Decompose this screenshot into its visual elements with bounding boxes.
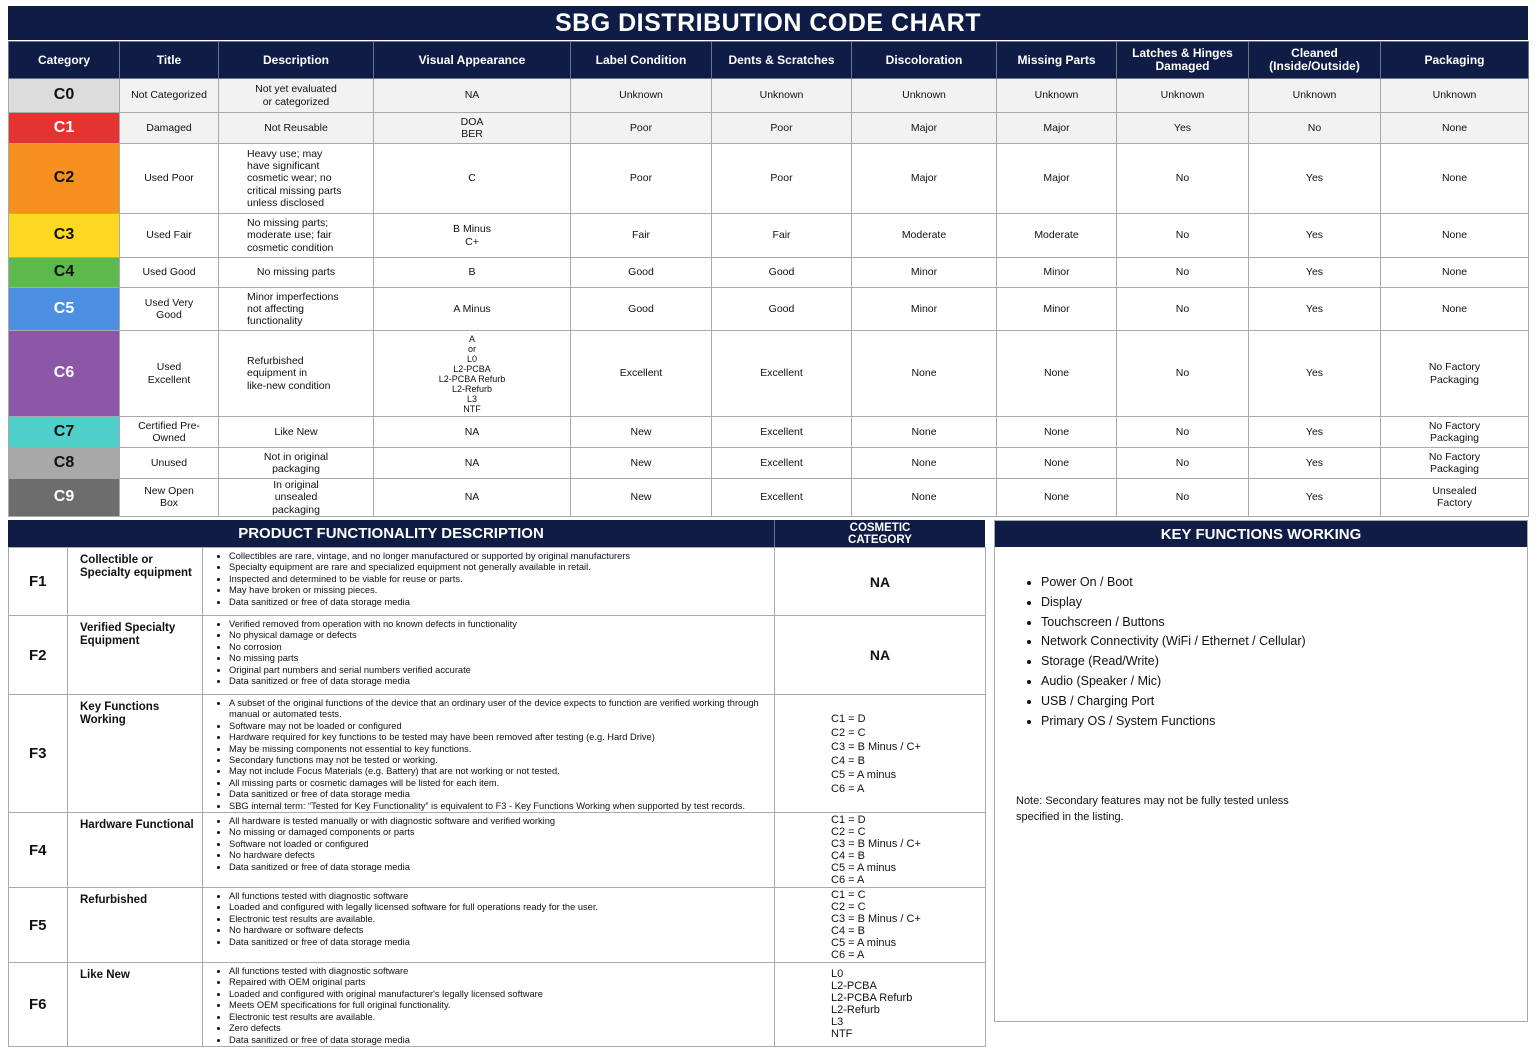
cell-missing: None xyxy=(997,479,1117,517)
bullet-item: • All functions tested with diagnostic software xyxy=(229,966,770,977)
cell-visual: NA xyxy=(374,79,571,113)
column-header: Visual Appearance xyxy=(374,42,571,79)
cosmetic-line: C1 = D xyxy=(831,814,866,827)
category-code-cell: C8 xyxy=(9,448,120,479)
column-header: Title xyxy=(120,42,219,79)
code-row-c9 xyxy=(9,479,1529,517)
cosmetic-line: L3 xyxy=(831,1016,844,1029)
bullet-item: • Software not loaded or configured xyxy=(229,839,770,850)
cell-latches: No xyxy=(1117,331,1249,417)
code-row-c2 xyxy=(9,144,1529,214)
cell-latches: No xyxy=(1117,288,1249,331)
bullet-item: • Meets OEM specifications for full original functionality. xyxy=(229,1000,770,1011)
cell-latches: Yes xyxy=(1117,113,1249,144)
cosmetic-heading-line-2: CATEGORY xyxy=(848,533,912,546)
cell-description: Not yet evaluated or categorized xyxy=(219,79,374,113)
cell-visual: DOA BER xyxy=(374,113,571,144)
category-code-cell: C1 xyxy=(9,113,120,144)
cell-discoloration: None xyxy=(852,331,997,417)
cell-discoloration: Major xyxy=(852,113,997,144)
functionality-row-f3 xyxy=(9,695,986,813)
bullet-list xyxy=(213,698,770,812)
cell-cleaned: Yes xyxy=(1249,288,1381,331)
bullet-item: • Repaired with OEM original parts xyxy=(229,977,770,988)
cell-title: Used Good xyxy=(120,258,219,288)
code-row-c0 xyxy=(9,79,1529,113)
cell-packaging: None xyxy=(1381,144,1529,214)
bullet-item: • Secondary functions may not be tested or working. xyxy=(229,755,770,766)
cell-label: Fair xyxy=(571,214,712,258)
function-name: Like New xyxy=(68,963,203,1047)
cell-cleaned: Unknown xyxy=(1249,79,1381,113)
cell-label: Poor xyxy=(571,113,712,144)
cell-missing: Major xyxy=(997,113,1117,144)
function-code: F4 xyxy=(9,813,68,888)
code-row-c4 xyxy=(9,258,1529,288)
cosmetic-list xyxy=(776,712,984,796)
code-row-c8 xyxy=(9,448,1529,479)
cell-visual: A or L0 L2-PCBA L2-PCBA Refurb L2-Refurb L3 NTF xyxy=(374,331,571,417)
column-header: Cleaned (Inside/Outside) xyxy=(1249,42,1381,79)
bullet-item: • Loaded and configured with legally licensed software for full operations ready for the user. xyxy=(229,902,770,913)
column-header: Packaging xyxy=(1381,42,1529,79)
cell-label: Unknown xyxy=(571,79,712,113)
cell-label: Good xyxy=(571,288,712,331)
cosmetic-category xyxy=(775,888,986,963)
cell-discoloration: Unknown xyxy=(852,79,997,113)
column-header: Missing Parts xyxy=(997,42,1117,79)
cosmetic-line: C4 = B xyxy=(831,850,865,863)
bullet-item: • No hardware defects xyxy=(229,850,770,861)
cosmetic-line: C3 = B Minus / C+ xyxy=(831,913,921,926)
cosmetic-line: C5 = A minus xyxy=(831,768,897,781)
cell-missing: None xyxy=(997,448,1117,479)
bullet-item: • Data sanitized or free of data storage media xyxy=(229,597,770,608)
key-functions-panel xyxy=(994,520,1528,1022)
cell-visual: NA xyxy=(374,479,571,517)
function-name: Key Functions Working xyxy=(68,695,203,813)
cell-missing: None xyxy=(997,331,1117,417)
cell-latches: No xyxy=(1117,144,1249,214)
cell-packaging: No Factory Packaging xyxy=(1381,448,1529,479)
function-code: F3 xyxy=(9,695,68,813)
code-row-c7 xyxy=(9,417,1529,448)
cell-discoloration: None xyxy=(852,448,997,479)
function-bullets xyxy=(203,548,775,616)
product-functionality-section xyxy=(8,520,985,1047)
cell-packaging: None xyxy=(1381,214,1529,258)
bullet-item: • Zero defects xyxy=(229,1023,770,1034)
cell-dents: Excellent xyxy=(712,331,852,417)
functionality-heading: PRODUCT FUNCTIONALITY DESCRIPTION xyxy=(8,520,775,547)
cosmetic-line: L2-PCBA xyxy=(831,980,877,993)
cell-packaging: None xyxy=(1381,258,1529,288)
cell-dents: Poor xyxy=(712,113,852,144)
category-code-cell: C2 xyxy=(9,144,120,214)
bullet-item: • Electronic test results are available. xyxy=(229,1012,770,1023)
functionality-row-f6 xyxy=(9,963,986,1047)
bullet-item: • Verified removed from operation with no known defects in functionality xyxy=(229,619,770,630)
category-code-cell: C4 xyxy=(9,258,120,288)
cell-cleaned: Yes xyxy=(1249,448,1381,479)
bullet-item: • No hardware or software defects xyxy=(229,925,770,936)
key-function-item: • Primary OS / System Functions xyxy=(1041,712,1527,732)
code-row-c5 xyxy=(9,288,1529,331)
cosmetic-line: C6 = A xyxy=(831,949,865,962)
cell-label: Good xyxy=(571,258,712,288)
function-code: F6 xyxy=(9,963,68,1047)
cell-visual: NA xyxy=(374,417,571,448)
key-function-item: • Storage (Read/Write) xyxy=(1041,652,1527,672)
cell-title: Not Categorized xyxy=(120,79,219,113)
bullet-item: • All functions tested with diagnostic software xyxy=(229,891,770,902)
cosmetic-line: C6 = A xyxy=(831,874,865,887)
distribution-code-table xyxy=(8,41,1529,517)
code-row-c6 xyxy=(9,331,1529,417)
code-row-c3 xyxy=(9,214,1529,258)
cell-title: Damaged xyxy=(120,113,219,144)
bullet-item: • Original part numbers and serial numbers verified accurate xyxy=(229,665,770,676)
chart-title: SBG DISTRIBUTION CODE CHART xyxy=(8,6,1528,40)
bullet-item: • Inspected and determined to be viable for reuse or parts. xyxy=(229,574,770,585)
bullet-item: • Collectibles are rare, vintage, and no longer manufactured or supported by original manufacturers xyxy=(229,551,770,562)
cell-missing: Minor xyxy=(997,288,1117,331)
cell-discoloration: Major xyxy=(852,144,997,214)
column-header: Label Condition xyxy=(571,42,712,79)
cosmetic-list xyxy=(776,889,984,961)
function-code: F2 xyxy=(9,616,68,695)
cosmetic-list xyxy=(776,814,984,886)
bullet-item: • May have broken or missing pieces. xyxy=(229,585,770,596)
cell-visual: B Minus C+ xyxy=(374,214,571,258)
cell-packaging: None xyxy=(1381,288,1529,331)
column-header: Dents & Scratches xyxy=(712,42,852,79)
cell-title: Used Excellent xyxy=(120,331,219,417)
cell-title: Used Fair xyxy=(120,214,219,258)
cosmetic-line: C1 = D xyxy=(831,712,866,725)
bullet-item: • Software may not be loaded or configured xyxy=(229,721,770,732)
cell-discoloration: Minor xyxy=(852,288,997,331)
function-name: Collectible or Specialty equipment xyxy=(68,548,203,616)
key-functions-list xyxy=(995,573,1527,731)
function-bullets xyxy=(203,695,775,813)
bullet-item: • Specialty equipment are rare and specialized equipment not generally available in retail. xyxy=(229,562,770,573)
cell-description: Not in original packaging xyxy=(219,448,374,479)
functionality-row-f2 xyxy=(9,616,986,695)
cosmetic-heading-line-1: COSMETIC xyxy=(849,521,911,534)
bullet-item: • May not include Focus Materials (e.g. Battery) that are not working or not tested. xyxy=(229,766,770,777)
cosmetic-line: C3 = B Minus / C+ xyxy=(831,838,921,851)
cosmetic-line: C2 = C xyxy=(831,726,866,739)
cell-cleaned: No xyxy=(1249,113,1381,144)
cosmetic-category xyxy=(775,963,986,1047)
cell-label: Poor xyxy=(571,144,712,214)
key-function-item: • USB / Charging Port xyxy=(1041,692,1527,712)
column-header: Description xyxy=(219,42,374,79)
cell-dents: Poor xyxy=(712,144,852,214)
key-function-item: • Display xyxy=(1041,593,1527,613)
category-code-cell: C0 xyxy=(9,79,120,113)
cell-discoloration: Moderate xyxy=(852,214,997,258)
cosmetic-line: L2-Refurb xyxy=(831,1004,880,1017)
functionality-row-f1 xyxy=(9,548,986,616)
cell-label: New xyxy=(571,479,712,517)
bullet-item: • A subset of the original functions of the device that an ordinary user of the device expects to function are verified working through manual or automated tests. xyxy=(229,698,770,721)
cell-title: Used Poor xyxy=(120,144,219,214)
functionality-row-f5 xyxy=(9,888,986,963)
cosmetic-line: L2-PCBA Refurb xyxy=(831,992,913,1005)
bullet-list xyxy=(213,619,770,687)
bullet-item: • All missing parts or cosmetic damages will be listed for each item. xyxy=(229,778,770,789)
cell-description: Not Reusable xyxy=(219,113,374,144)
cell-latches: No xyxy=(1117,214,1249,258)
cell-packaging: No Factory Packaging xyxy=(1381,417,1529,448)
bullet-item: • Data sanitized or free of data storage media xyxy=(229,937,770,948)
cosmetic-line: C4 = B xyxy=(831,754,865,767)
code-table-header-row xyxy=(9,42,1529,79)
cosmetic-line: C1 = C xyxy=(831,889,866,902)
cell-dents: Excellent xyxy=(712,448,852,479)
functionality-row-f4 xyxy=(9,813,986,888)
cosmetic-line: C2 = C xyxy=(831,901,866,914)
column-header: Category xyxy=(9,42,120,79)
cosmetic-line: NTF xyxy=(831,1028,853,1041)
cell-cleaned: Yes xyxy=(1249,479,1381,517)
cell-description: No missing parts; moderate use; fair cosmetic condition xyxy=(219,214,374,258)
cell-latches: No xyxy=(1117,448,1249,479)
bullet-item: • Data sanitized or free of data storage media xyxy=(229,1035,770,1046)
cell-dents: Unknown xyxy=(712,79,852,113)
cosmetic-line: C2 = C xyxy=(831,826,866,839)
cell-discoloration: None xyxy=(852,479,997,517)
key-function-item: • Touchscreen / Buttons xyxy=(1041,613,1527,633)
bullet-item: • Data sanitized or free of data storage media xyxy=(229,789,770,800)
bullet-list xyxy=(213,966,770,1046)
key-functions-heading: KEY FUNCTIONS WORKING xyxy=(995,521,1527,547)
category-code-cell: C5 xyxy=(9,288,120,331)
functionality-table xyxy=(8,547,986,1047)
cell-title: New Open Box xyxy=(120,479,219,517)
cosmetic-value: NA xyxy=(869,573,891,590)
cell-discoloration: None xyxy=(852,417,997,448)
cell-description: In original unsealed packaging xyxy=(219,479,374,517)
function-bullets xyxy=(203,963,775,1047)
cell-cleaned: Yes xyxy=(1249,144,1381,214)
category-code-cell: C3 xyxy=(9,214,120,258)
function-bullets xyxy=(203,616,775,695)
cell-visual: B xyxy=(374,258,571,288)
function-bullets xyxy=(203,813,775,888)
bullet-item: • Loaded and configured with original manufacturer's legally licensed software xyxy=(229,989,770,1000)
cell-dents: Good xyxy=(712,258,852,288)
cosmetic-category xyxy=(775,813,986,888)
functionality-header xyxy=(8,520,985,547)
cell-latches: No xyxy=(1117,479,1249,517)
bullet-item: • No corrosion xyxy=(229,642,770,653)
category-code-cell: C6 xyxy=(9,331,120,417)
function-bullets xyxy=(203,888,775,963)
cell-description: Heavy use; may have significant cosmetic wear; no critical missing parts unless disclosed xyxy=(219,144,374,214)
cell-missing: None xyxy=(997,417,1117,448)
cosmetic-value: NA xyxy=(869,647,891,663)
key-functions-note: Note: Secondary features may not be fully tested unless specified in the listing. xyxy=(1016,795,1289,824)
column-header: Latches & Hinges Damaged xyxy=(1117,42,1249,79)
function-name: Verified Specialty Equipment xyxy=(68,616,203,695)
function-name: Refurbished xyxy=(68,888,203,963)
cell-description: Minor imperfections not affecting functionality xyxy=(219,288,374,331)
bullet-item: • No missing or damaged components or parts xyxy=(229,827,770,838)
cell-description: Like New xyxy=(219,417,374,448)
bullet-item: • SBG internal term: “Tested for Key Functionality” is equivalent to F3 - Key Functions Working when supported by test records. xyxy=(229,801,770,812)
key-function-item: • Network Connectivity (WiFi / Ethernet / Cellular) xyxy=(1041,632,1527,652)
cell-packaging: Unsealed Factory xyxy=(1381,479,1529,517)
cell-missing: Minor xyxy=(997,258,1117,288)
bullet-item: • Electronic test results are available. xyxy=(229,914,770,925)
cosmetic-category xyxy=(775,548,986,616)
column-header: Discoloration xyxy=(852,42,997,79)
key-function-item: • Audio (Speaker / Mic) xyxy=(1041,672,1527,692)
cell-latches: Unknown xyxy=(1117,79,1249,113)
cell-cleaned: Yes xyxy=(1249,258,1381,288)
cell-dents: Excellent xyxy=(712,417,852,448)
cell-label: Excellent xyxy=(571,331,712,417)
cell-label: New xyxy=(571,448,712,479)
bullet-item: • Hardware required for key functions to be tested may have been removed after testing (e.g. Hard Drive) xyxy=(229,732,770,743)
cell-label: New xyxy=(571,417,712,448)
category-code-cell: C9 xyxy=(9,479,120,517)
cell-description: No missing parts xyxy=(219,258,374,288)
bullet-item: • No missing parts xyxy=(229,653,770,664)
cell-dents: Good xyxy=(712,288,852,331)
bullet-list xyxy=(213,891,770,948)
cosmetic-line: L0 xyxy=(831,968,844,981)
cosmetic-line: C3 = B Minus / C+ xyxy=(831,740,921,753)
cell-packaging: No Factory Packaging xyxy=(1381,331,1529,417)
cell-discoloration: Minor xyxy=(852,258,997,288)
bullet-item: • Data sanitized or free of data storage media xyxy=(229,862,770,873)
cell-visual: NA xyxy=(374,448,571,479)
function-name: Hardware Functional xyxy=(68,813,203,888)
cell-visual: C xyxy=(374,144,571,214)
cell-dents: Excellent xyxy=(712,479,852,517)
cell-cleaned: Yes xyxy=(1249,331,1381,417)
cell-title: Unused xyxy=(120,448,219,479)
cell-latches: No xyxy=(1117,258,1249,288)
cosmetic-line: C5 = A minus xyxy=(831,862,897,875)
cosmetic-line: C4 = B xyxy=(831,925,865,938)
cell-dents: Fair xyxy=(712,214,852,258)
bullet-list xyxy=(213,551,770,608)
cell-description: Refurbished equipment in like-new condition xyxy=(219,331,374,417)
function-code: F5 xyxy=(9,888,68,963)
cell-title: Used Very Good xyxy=(120,288,219,331)
function-code: F1 xyxy=(9,548,68,616)
cell-cleaned: Yes xyxy=(1249,417,1381,448)
bullet-item: • May be missing components not essential to key functions. xyxy=(229,744,770,755)
bullet-list xyxy=(213,816,770,873)
code-row-c1 xyxy=(9,113,1529,144)
cosmetic-category xyxy=(775,695,986,813)
cell-missing: Moderate xyxy=(997,214,1117,258)
cosmetic-list xyxy=(776,968,984,1040)
cell-missing: Major xyxy=(997,144,1117,214)
cell-packaging: None xyxy=(1381,113,1529,144)
cell-packaging: Unknown xyxy=(1381,79,1529,113)
cell-cleaned: Yes xyxy=(1249,214,1381,258)
cell-visual: A Minus xyxy=(374,288,571,331)
bullet-item: • Data sanitized or free of data storage media xyxy=(229,676,770,687)
cosmetic-line: C5 = A minus xyxy=(831,937,897,950)
cosmetic-line: C6 = A xyxy=(831,782,865,795)
cell-missing: Unknown xyxy=(997,79,1117,113)
category-code-cell: C7 xyxy=(9,417,120,448)
cosmetic-category xyxy=(775,616,986,695)
cosmetic-category-heading xyxy=(775,520,985,547)
key-function-item: • Power On / Boot xyxy=(1041,573,1527,593)
bullet-item: • All hardware is tested manually or with diagnostic software and verified working xyxy=(229,816,770,827)
cell-title: Certified Pre- Owned xyxy=(120,417,219,448)
cell-latches: No xyxy=(1117,417,1249,448)
bullet-item: • No physical damage or defects xyxy=(229,630,770,641)
